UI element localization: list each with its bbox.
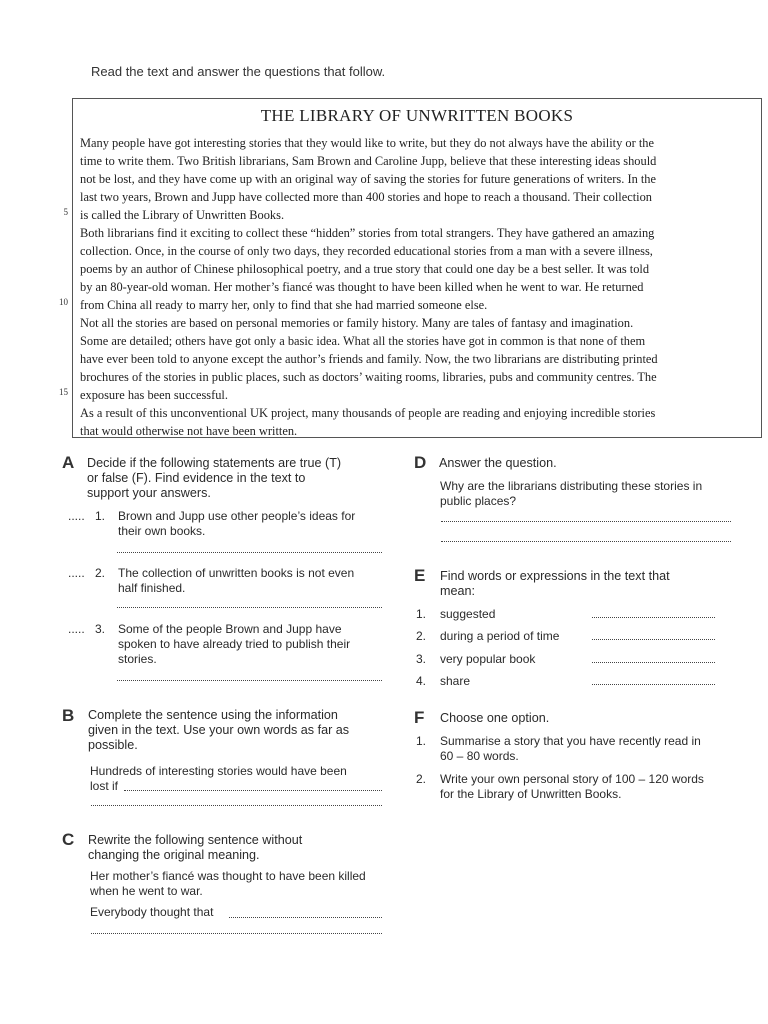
- heading-line: or false (F). Find evidence in the text to: [87, 471, 306, 485]
- passage-line: exposure has been successful.: [80, 388, 228, 402]
- passage-paragraph-1: [80, 134, 656, 224]
- answer-line[interactable]: [441, 521, 731, 522]
- statement-line: Some of the people Brown and Jupp have: [118, 622, 342, 636]
- passage-title: THE LIBRARY OF UNWRITTEN BOOKS: [260, 106, 574, 125]
- statement-line: Brown and Jupp use other people’s ideas for: [118, 509, 356, 523]
- item-number: 1.: [416, 607, 427, 621]
- vocab-item-3: very popular book: [440, 652, 536, 666]
- prompt-line: when he went to war.: [90, 884, 203, 898]
- heading-line: possible.: [88, 738, 138, 752]
- answer-line[interactable]: [117, 552, 382, 553]
- statement-2: [118, 566, 354, 596]
- vocab-item-2: during a period of time: [440, 629, 560, 643]
- question-line: public places?: [440, 494, 517, 508]
- passage-paragraph-2: [80, 224, 654, 314]
- tf-blank-3[interactable]: .....: [68, 622, 85, 636]
- heading-line: given in the text. Use your own words as far as: [88, 723, 350, 737]
- passage-paragraph-3: [80, 314, 658, 404]
- heading-line: Find words or expressions in the text that: [440, 569, 670, 583]
- passage-line: have ever been told to anyone except the author’s friends and family. Now, the two librarians are distributing printed: [80, 352, 658, 366]
- instruction-text: Read the text and answer the questions that follow.: [91, 64, 386, 79]
- statement-line: The collection of unwritten books is not even: [118, 566, 355, 580]
- line-number: 5: [63, 207, 68, 217]
- answer-line[interactable]: [229, 917, 382, 918]
- answer-line[interactable]: [91, 933, 382, 934]
- section-f-letter: F: [414, 708, 425, 727]
- statement-line: half finished.: [118, 581, 186, 595]
- section-d-heading: Answer the question.: [439, 456, 557, 470]
- section-c-start: Everybody thought that: [90, 905, 214, 919]
- section-b-letter: B: [62, 706, 75, 725]
- item-number: 2.: [95, 566, 106, 580]
- option-2: [440, 772, 704, 802]
- passage-line: time to write them. Two British librarians, Sam Brown and Caroline Jupp, believe that these interesting ideas should: [80, 154, 657, 168]
- passage-line: last two years, Brown and Jupp have collected more than 400 stories and hope to reach a thousand. Their collection: [80, 190, 652, 204]
- passage-line: As a result of this unconventional UK project, many thousands of people are reading and enjoying incredible stories: [80, 406, 656, 420]
- statement-line: stories.: [118, 652, 157, 666]
- option-1: [440, 734, 701, 764]
- answer-line[interactable]: [124, 790, 382, 791]
- passage-line: poems by an author of Chinese philosophical poetry, and a true story that could one day be a best seller. It was told: [80, 262, 650, 276]
- statement-line: spoken to have already tried to publish their: [118, 637, 351, 651]
- passage-line: by an 80-year-old woman. Her mother’s fiancé was thought to have been killed when he went to war. He returned: [80, 280, 644, 294]
- item-number: 3.: [416, 652, 427, 666]
- answer-line[interactable]: [592, 662, 715, 663]
- section-d-letter: D: [414, 453, 427, 472]
- item-number: 2.: [416, 629, 427, 643]
- passage-line: is called the Library of Unwritten Books.: [80, 208, 285, 222]
- answer-line[interactable]: [117, 680, 382, 681]
- item-number: 3.: [95, 622, 106, 636]
- section-a-letter: A: [62, 453, 75, 472]
- statement-1: [118, 509, 355, 539]
- passage-line: not be lost, and they have come up with an original way of saving the stories for future generations of writers. In the: [80, 172, 657, 186]
- option-line: for the Library of Unwritten Books.: [440, 787, 622, 801]
- statement-line: their own books.: [118, 524, 206, 538]
- line-number: 10: [59, 297, 68, 307]
- item-number: 2.: [416, 772, 427, 786]
- prompt-line: lost if: [90, 779, 119, 793]
- passage-line: Many people have got interesting stories that they would like to write, but they do not always have the ability or the: [80, 136, 654, 150]
- section-d-question: [440, 479, 702, 509]
- section-c-prompt: [90, 869, 366, 899]
- prompt-line: Her mother’s fiancé was thought to have been killed: [90, 869, 366, 883]
- section-e-heading: [440, 569, 670, 599]
- answer-line[interactable]: [117, 607, 382, 608]
- line-number: 15: [59, 387, 68, 397]
- item-number: 1.: [416, 734, 427, 748]
- section-f-heading: Choose one option.: [440, 711, 550, 725]
- heading-line: changing the original meaning.: [88, 848, 260, 862]
- passage-paragraph-4: [80, 404, 655, 440]
- passage-line: brochures of the stories in public places, such as doctors’ waiting rooms, libraries, pubs and community centres. The: [80, 370, 657, 384]
- passage-line: that would otherwise not have been written.: [80, 424, 298, 438]
- answer-line[interactable]: [592, 639, 715, 640]
- section-e-letter: E: [414, 566, 426, 585]
- passage-line: collection. Once, in the course of only two days, they recorded educational stories from a man with a severe illness,: [80, 244, 653, 258]
- answer-line[interactable]: [592, 684, 715, 685]
- answer-line[interactable]: [592, 617, 715, 618]
- passage-line: Not all the stories are based on personal memories or family history. Many are tales of fantasy and imagination.: [80, 316, 634, 330]
- passage-line: Some are detailed; others have got only a basic idea. What all the stories have got in common is that none of them: [80, 334, 646, 348]
- tf-blank-2[interactable]: .....: [68, 566, 85, 580]
- heading-line: support your answers.: [87, 486, 211, 500]
- answer-line[interactable]: [441, 541, 731, 542]
- item-number: 1.: [95, 509, 106, 523]
- tf-blank-1[interactable]: .....: [68, 509, 85, 523]
- option-line: Write your own personal story of 100 – 120 words: [440, 772, 704, 786]
- section-a-heading: [87, 456, 341, 501]
- section-c-letter: C: [62, 830, 75, 849]
- passage-line: Both librarians find it exciting to collect these “hidden” stories from total strangers. They have gathered an amazing: [80, 226, 655, 240]
- heading-line: Rewrite the following sentence without: [88, 833, 303, 847]
- vocab-item-1: suggested: [440, 607, 496, 621]
- heading-line: mean:: [440, 584, 476, 598]
- passage-line: from China all ready to marry her, only to find that she had married someone else.: [80, 298, 488, 312]
- section-c-heading: [88, 833, 302, 863]
- heading-line: Decide if the following statements are true (T): [87, 456, 342, 470]
- vocab-item-4: share: [440, 674, 471, 688]
- statement-3: [118, 622, 350, 667]
- option-line: Summarise a story that you have recently read in: [440, 734, 701, 748]
- item-number: 4.: [416, 674, 427, 688]
- answer-line[interactable]: [91, 805, 382, 806]
- option-line: 60 – 80 words.: [440, 749, 519, 763]
- heading-line: Complete the sentence using the information: [88, 708, 338, 722]
- prompt-line: Hundreds of interesting stories would have been: [90, 764, 347, 778]
- question-line: Why are the librarians distributing these stories in: [440, 479, 703, 493]
- section-b-heading: [88, 708, 349, 753]
